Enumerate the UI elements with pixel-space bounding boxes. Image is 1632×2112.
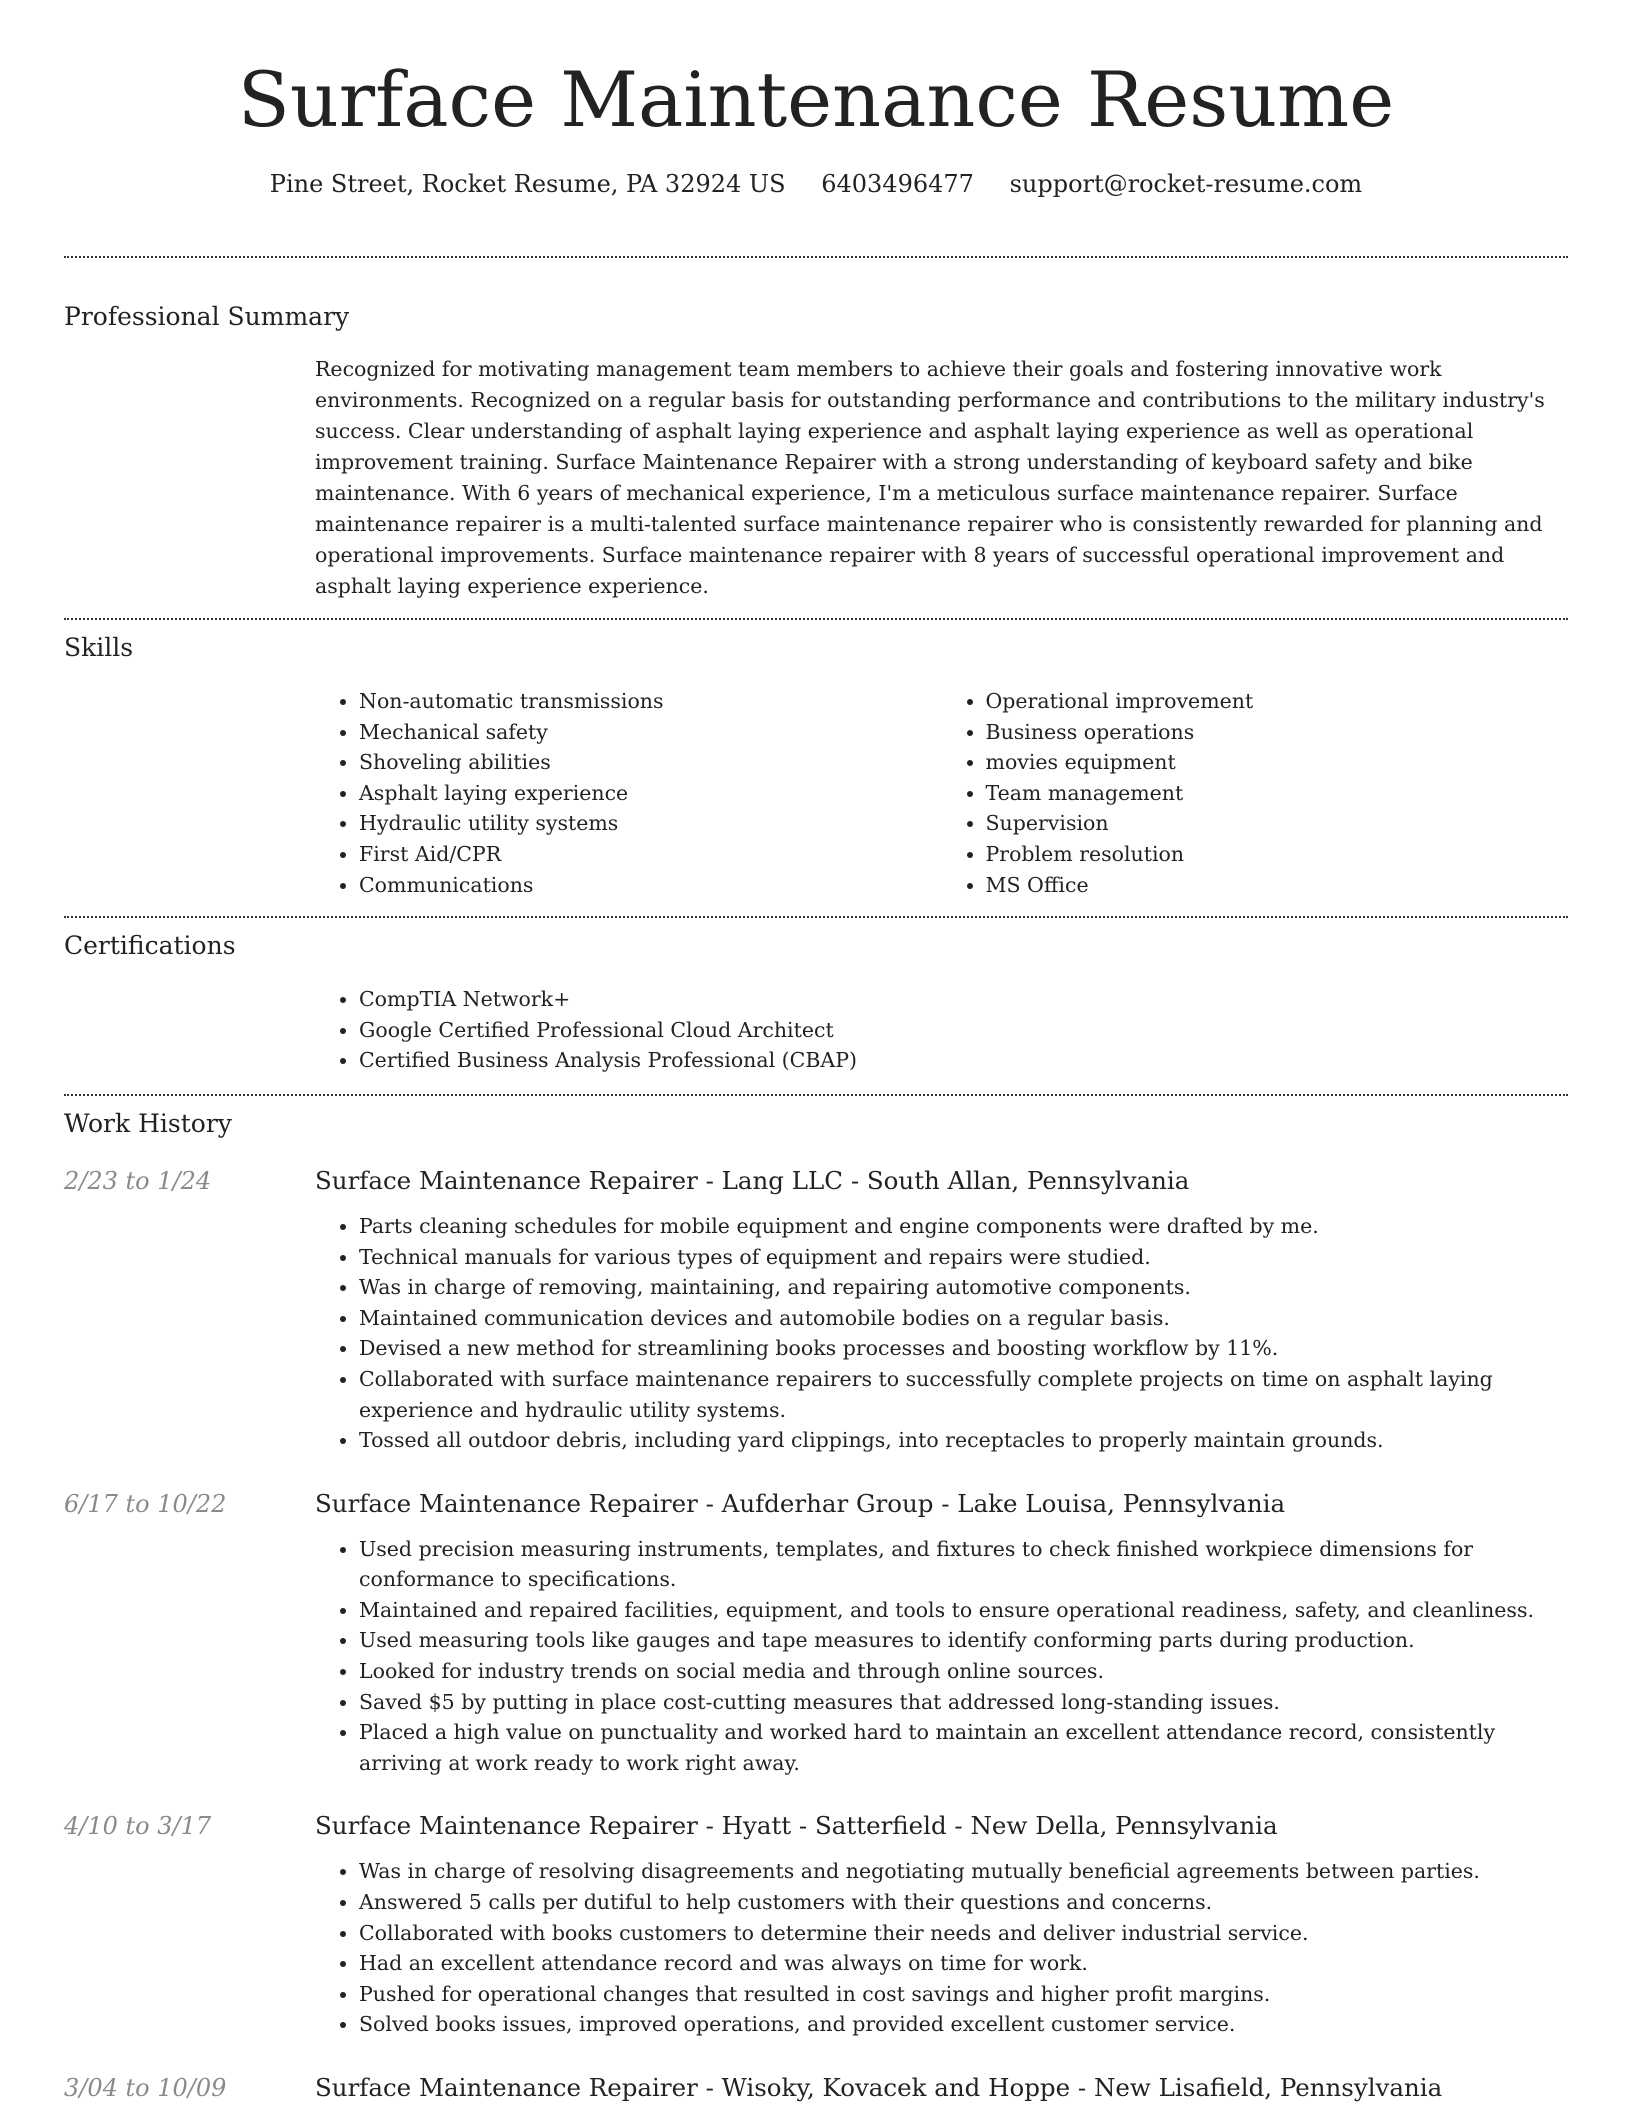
resume-page [64, 0, 1568, 2104]
job-bullet: • Saved $5 by putting in place cost-cutting measures that addressed long-standing issues. [359, 1687, 1568, 1718]
job-bullet: • Parts cleaning schedules for mobile equipment and engine components were drafted by me. [359, 1211, 1568, 1242]
skills-list-right [942, 686, 1569, 900]
skill-item: • Business operations [986, 717, 1569, 748]
job-bullet: • Technical manuals for various types of equipment and repairs were studied. [359, 1242, 1568, 1273]
section-divider [64, 916, 1568, 918]
certification-item: • Google Certified Professional Cloud Architect [359, 1015, 1568, 1046]
job-bullet: • Used precision measuring instruments, templates, and fixtures to check finished workpiece dimensions for conformance to specifications. [359, 1534, 1568, 1595]
skill-item: • First Aid/CPR [359, 839, 942, 870]
job-bullet: • Tossed all outdoor debris, including yard clippings, into receptacles to properly maintain grounds. [359, 1425, 1568, 1456]
contact-line [64, 168, 1568, 200]
skills-section [64, 632, 1568, 900]
job-bullet: • Was in charge of resolving disagreements and negotiating mutually beneficial agreements between parties. [359, 1856, 1568, 1887]
job-dates: 3/04 to 10/09 [64, 2074, 227, 2102]
resume-name: Surface Maintenance Resume [237, 55, 1395, 144]
job-bullet: • Used measuring tools like gauges and tape measures to identify conforming parts during production. [359, 1625, 1568, 1656]
job-bullet: • Pushed for operational changes that resulted in cost savings and higher profit margins. [359, 1979, 1568, 2010]
job-title: Surface Maintenance Repairer - Lang LLC - South Allan, Pennsylvania [315, 1165, 1190, 1195]
job-entry [64, 1810, 1568, 2040]
job-bullet: • Answered 5 calls per dutiful to help customers with their questions and concerns. [359, 1887, 1568, 1918]
job-bullet: • Solved books issues, improved operations, and provided excellent customer service. [359, 2009, 1568, 2040]
skill-item: • Shoveling abilities [359, 747, 942, 778]
summary-heading: Professional Summary [64, 302, 350, 331]
skill-item: • MS Office [986, 870, 1569, 901]
job-bullets [315, 1534, 1568, 1779]
job-bullets [315, 1856, 1568, 2040]
job-bullet: • Was in charge of removing, maintaining, and repairing automotive components. [359, 1272, 1568, 1303]
section-divider [64, 256, 1568, 258]
job-bullet: • Collaborated with books customers to determine their needs and deliver industrial service. [359, 1918, 1568, 1949]
skills-heading: Skills [64, 633, 134, 662]
certifications-heading: Certifications [64, 931, 236, 961]
job-dates: 4/10 to 3/17 [64, 1812, 212, 1841]
certifications-section [64, 930, 1568, 1076]
job-title: Surface Maintenance Repairer - Wisoky, Kovacek and Hoppe - New Lisafield, Pennsylvania [315, 2073, 1443, 2102]
certification-item: • CompTIA Network+ [359, 984, 1568, 1015]
job-bullet: • Maintained and repaired facilities, equipment, and tools to ensure operational readiness, safety, and cleanliness. [359, 1595, 1568, 1626]
job-dates: 6/17 to 10/22 [64, 1489, 227, 1518]
job-entry [64, 2072, 1568, 2104]
skills-list-left [315, 686, 942, 900]
certifications-list [315, 984, 1568, 1076]
job-bullets [315, 1211, 1568, 1456]
skill-item: • Hydraulic utility systems [359, 808, 942, 839]
job-bullet: • Had an excellent attendance record and was always on time for work. [359, 1948, 1568, 1979]
skill-item: • Supervision [986, 808, 1569, 839]
job-title: Surface Maintenance Repairer - Hyatt - Satterfield - New Della, Pennsylvania [315, 1811, 1278, 1841]
skill-item: • Operational improvement [986, 686, 1569, 717]
skill-item: • Team management [986, 778, 1569, 809]
job-entry [64, 1165, 1568, 1456]
job-bullet: • Maintained communication devices and automobile bodies on a regular basis. [359, 1303, 1568, 1334]
contact-address: Pine Street, Rocket Resume, PA 32924 US [269, 170, 786, 198]
skill-item: • Asphalt laying experience [359, 778, 942, 809]
job-dates: 2/23 to 1/24 [64, 1166, 212, 1195]
summary-text: Recognized for motivating management team members to achieve their goals and fostering innovative work environments. Recognized on a regular basis for outstanding performance and contributions to the military industry's success. Clear understanding of asphalt laying experience and asphalt laying experience as well as operational improvement training. Surface Maintenance Repairer with a strong understanding of keyboard safety and bike maintenance. With 6 years of mechanical experience, I'm a meticulous surface maintenance repairer. Surface maintenance repairer is a multi-talented surface maintenance repairer who is consistently rewarded for planning and operational improvements. Surface maintenance repairer with 8 years of successful operational improvement and asphalt laying experience experience. [315, 357, 1545, 598]
job-bullet: • Devised a new method for streamlining books processes and boosting workflow by 11%. [359, 1333, 1568, 1364]
section-divider [64, 1094, 1568, 1096]
skill-item: • Mechanical safety [359, 717, 942, 748]
skill-item: • Non-automatic transmissions [359, 686, 942, 717]
skill-item: • movies equipment [986, 747, 1569, 778]
skill-item: • Problem resolution [986, 839, 1569, 870]
contact-email: support@rocket-resume.com [1009, 170, 1363, 198]
section-divider [64, 618, 1568, 620]
job-title: Surface Maintenance Repairer - Aufderhar Group - Lake Louisa, Pennsylvania [315, 1488, 1286, 1518]
job-bullet: • Placed a high value on punctuality and worked hard to maintain an excellent attendance record, consistently arriving at work ready to work right away. [359, 1717, 1568, 1778]
job-bullet: • Looked for industry trends on social media and through online sources. [359, 1656, 1568, 1687]
job-entry [64, 1488, 1568, 1779]
skill-item: • Communications [359, 870, 942, 901]
skills-grid [315, 686, 1568, 900]
certification-item: • Certified Business Analysis Professional (CBAP) [359, 1045, 1568, 1076]
work-history-section [64, 1108, 1568, 2104]
summary-section [64, 301, 1568, 602]
work-history-heading: Work History [64, 1108, 232, 1138]
job-bullet: • Collaborated with surface maintenance repairers to successfully complete projects on time on asphalt laying experience and hydraulic utility systems. [359, 1364, 1568, 1425]
contact-phone: 6403496477 [821, 170, 974, 198]
